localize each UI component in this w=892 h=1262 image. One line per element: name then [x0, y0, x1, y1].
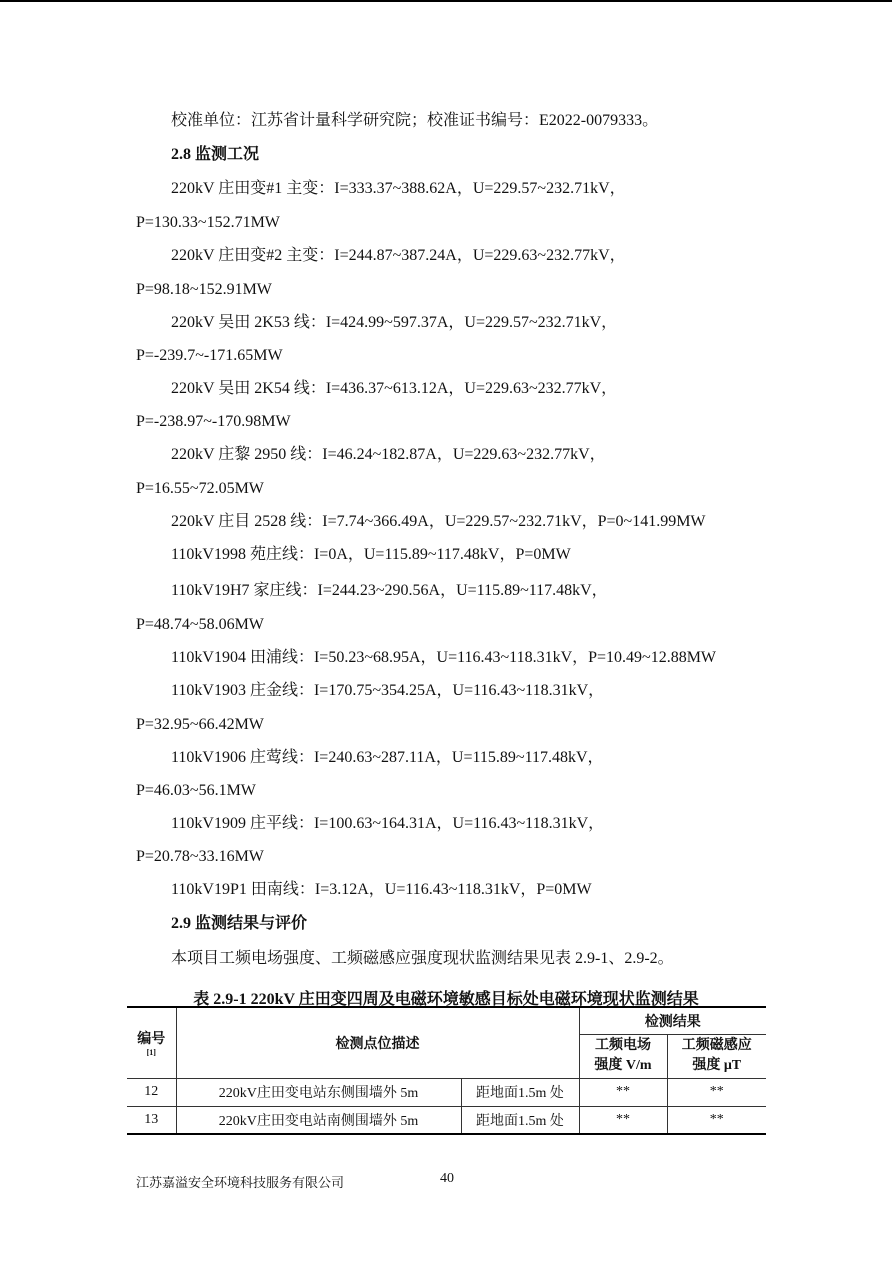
page-number: 40 — [440, 1171, 454, 1186]
header-b-field-line1: 工频磁感应 — [681, 1038, 752, 1053]
row-e-field: ** — [579, 1078, 667, 1106]
results-table — [127, 1006, 766, 1135]
row-location: 220kV庄田变电站东侧围墙外 5m — [176, 1078, 461, 1106]
condition-line-cont: P=-238.97~-170.98MW — [136, 413, 291, 430]
condition-line: 110kV1998 苑庄线：I=0A，U=115.89~117.48kV，P=0MW — [171, 546, 571, 563]
calibration-info: 校准单位：江苏省计量科学研究院；校准证书编号：E2022-0079333。 — [171, 112, 659, 129]
row-height: 距地面1.5m 处 — [461, 1078, 579, 1106]
condition-line: 110kV1903 庄金线：I=170.75~354.25A，U=116.43~118.31kV， — [171, 682, 605, 699]
table-row — [127, 1078, 766, 1106]
header-e-field-line1: 工频电场 — [595, 1038, 651, 1053]
header-number-footnote: [1] — [146, 1047, 156, 1057]
row-e-field: ** — [579, 1106, 667, 1134]
condition-line-cont: P=130.33~152.71MW — [136, 214, 280, 231]
row-number: 13 — [127, 1106, 176, 1134]
condition-line-cont: P=98.18~152.91MW — [136, 281, 272, 298]
section-heading-2-8: 2.8 监测工况 — [171, 146, 260, 163]
condition-line: 220kV 庄黎 2950 线：I=46.24~182.87A，U=229.63~232.77kV， — [171, 446, 606, 463]
condition-line: 220kV 吴田 2K54 线：I=436.37~613.12A，U=229.63~232.77kV， — [171, 380, 618, 397]
condition-line: 110kV1909 庄平线：I=100.63~164.31A，U=116.43~118.31kV， — [171, 815, 605, 832]
table-row — [127, 1106, 766, 1134]
condition-line-cont: P=16.55~72.05MW — [136, 480, 264, 497]
header-description: 检测点位描述 — [176, 1007, 579, 1078]
condition-line: 110kV19H7 家庄线：I=244.23~290.56A，U=115.89~117.48kV， — [171, 582, 608, 599]
condition-line: 220kV 吴田 2K53 线：I=424.99~597.37A，U=229.57~232.71kV， — [171, 314, 618, 331]
row-height: 距地面1.5m 处 — [461, 1106, 579, 1134]
table-header-row — [127, 1007, 766, 1034]
condition-line: 110kV19P1 田南线：I=3.12A，U=116.43~118.31kV，P=0MW — [171, 881, 592, 898]
condition-line: 110kV1906 庄莺线：I=240.63~287.11A，U=115.89~117.48kV， — [171, 749, 604, 766]
footer-company: 江苏嘉溢安全环境科技服务有限公司 — [136, 1176, 345, 1191]
header-e-field-line2: 强度 V/m — [594, 1058, 652, 1073]
header-e-field — [579, 1034, 667, 1078]
top-rule — [0, 0, 892, 2]
header-number — [127, 1007, 176, 1078]
condition-line: 110kV1904 田浦线：I=50.23~68.95A，U=116.43~118.31kV，P=10.49~12.88MW — [171, 649, 717, 666]
condition-line-cont: P=20.78~33.16MW — [136, 848, 264, 865]
header-b-field-line2: 强度 μT — [692, 1058, 742, 1073]
condition-line: 220kV 庄田变#2 主变：I=244.87~387.24A，U=229.63~232.77kV， — [171, 247, 626, 264]
header-number-label: 编号 — [137, 1031, 166, 1047]
header-b-field — [667, 1034, 766, 1078]
condition-line-cont: P=46.03~56.1MW — [136, 782, 256, 799]
condition-line-cont: P=-239.7~-171.65MW — [136, 347, 283, 364]
header-results: 检测结果 — [579, 1007, 766, 1034]
row-number: 12 — [127, 1078, 176, 1106]
condition-line: 220kV 庄目 2528 线：I=7.74~366.49A，U=229.57~232.71kV，P=0~141.99MW — [171, 513, 706, 530]
row-b-field: ** — [667, 1106, 766, 1134]
condition-line-cont: P=32.95~66.42MW — [136, 716, 264, 733]
section-heading-2-9: 2.9 监测结果与评价 — [171, 915, 308, 932]
row-b-field: ** — [667, 1078, 766, 1106]
results-intro: 本项目工频电场强度、工频磁感应强度现状监测结果见表 2.9-1、2.9-2。 — [171, 950, 674, 967]
condition-line-cont: P=48.74~58.06MW — [136, 616, 264, 633]
condition-line: 220kV 庄田变#1 主变：I=333.37~388.62A，U=229.57~232.71kV， — [171, 180, 626, 197]
row-location: 220kV庄田变电站南侧围墙外 5m — [176, 1106, 461, 1134]
table-caption: 表 2.9-1 220kV 庄田变四周及电磁环境敏感目标处电磁环境现状监测结果 — [193, 991, 699, 1008]
